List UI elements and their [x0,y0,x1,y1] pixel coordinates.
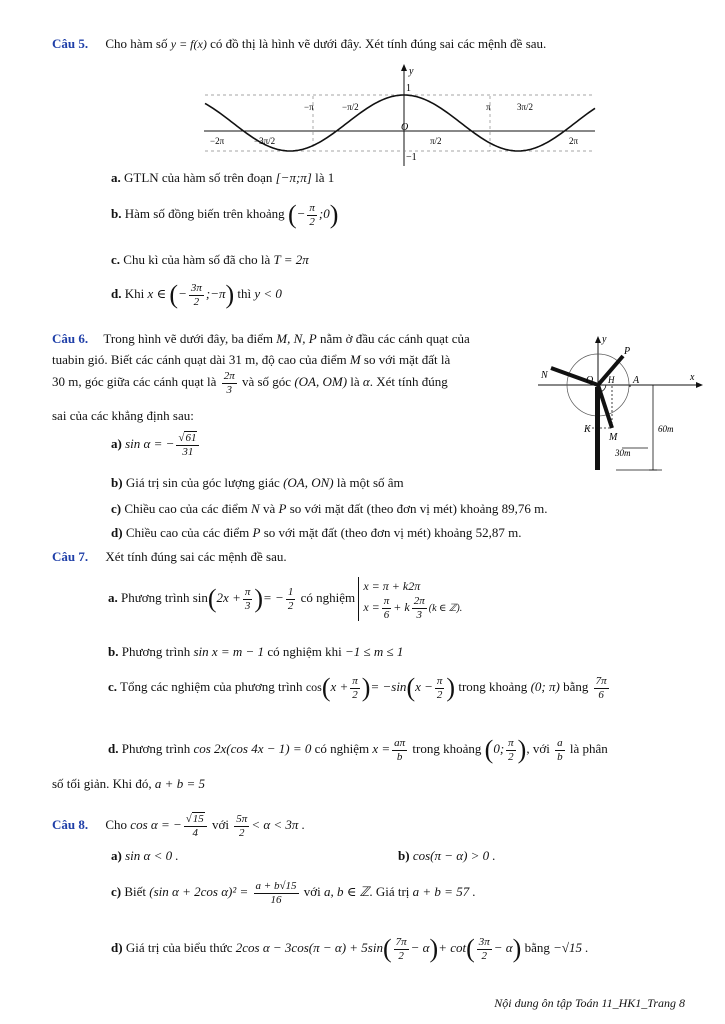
q5-statement-a [111,170,334,186]
q6-statement-b [111,475,404,491]
q8-intro: Cho [105,817,128,833]
q8-d-m2: − α [410,939,430,955]
q7-d-mid: có nghiệm [314,740,370,756]
q7-d-ab: $\frac{a}{b}$ [557,736,563,763]
q6-c-label: c) [111,501,122,516]
q7-d-text: Phương trình [121,740,191,756]
q5-b-frac: $\frac{\pi}{2}$ [309,201,315,228]
q6-label: Câu 6. [52,331,89,346]
q5-intro-rest: có đồ thị là hình vẽ dưới đây. Xét tính đúng sai các mệnh đề sau. [210,36,547,51]
q5-d-cond: y < 0 [254,285,282,301]
q6-y-arrow [595,336,601,343]
q8-statement-a [111,848,179,864]
q7-b-text: Phương trình [121,644,191,659]
q6-a-math: sin α = − [125,436,175,452]
q7-d-line2 [52,776,205,792]
q5-label-pi: π [486,102,491,112]
q7-statement-d: d. Phương trình cos 2x(cos 4x − 1) = 0 có nghiệm x = $\frac{a\pi}{b}$ trong khoảng (0; $\frac{\pi}{2}$ ), với $\frac{a}{b}$ là phân [108,735,608,764]
q8-label: Câu 8. [52,817,89,833]
q6-angle-frac: $\frac{2\pi}{3}$ [223,370,235,396]
q6-c-pt2: P [278,501,287,516]
q6-d-label: d) [111,525,123,540]
q5-statement-c [111,252,309,268]
q8-b-label: b) [398,848,410,863]
q5-a-interval: [−π;π] [275,170,312,185]
q5-b-text: Hàm số đồng biến trên khoảng [124,205,285,221]
q5-sine-graph [200,62,600,168]
q6-line3-a: 30 m, góc giữa các cánh quạt là [52,374,217,390]
q7-c-answer: $\frac{7\pi}{6}$ [595,674,607,701]
q7-b-label: b. [108,644,119,659]
q6-line1-text: Trong hình vẽ dưới đây, ba điểm [103,331,274,346]
q6-fig-k: K [584,424,591,435]
q7-a-text: Phương trình [121,590,190,606]
q5-label-pi-2: π/2 [430,136,442,146]
q6-blade-m [598,385,612,428]
q8-intro-frac: $\frac{√15}{4}$ [184,813,207,839]
q5-a-label: a. [111,170,121,185]
q6-tower [595,387,600,470]
q6-c-text: Chiều cao của các điểm [124,501,248,516]
q5-b-label: b. [111,205,122,221]
q7-a-frac-pi3: $\frac{\pi}{3}$ [244,586,251,612]
q6-fig-p: P [624,346,631,357]
q8-a-label: a) [111,848,122,863]
q8-d-text: Giá trị của biểu thức [125,939,233,955]
q7-d-mid3: , với [526,740,550,756]
q6-line3-c: là [350,374,360,390]
q7-a-mid: có nghiệm [300,590,356,606]
q5-d-end: thì [237,285,252,301]
q7-c-eq-mid: = −sin [370,678,407,694]
q6-line3-alpha: α [362,374,370,390]
q7-a-eq-pre: sin [192,590,208,606]
q8-intro-frac2: $\frac{5\pi}{2}$ [236,813,248,839]
q6-a-label: a) [111,436,122,452]
q6-d-pt: P [252,525,261,540]
question-5-heading [52,36,546,52]
q5-label-neg-pi: −π [304,102,314,112]
q6-turbine-figure [538,332,708,472]
q7-statement-b [108,644,403,660]
q8-c-text: Biết [124,884,147,900]
q8-c-eq: = [239,884,249,900]
q8-d-m4: − α [493,939,513,955]
q7-a-eq-arg: 2x + [216,590,241,606]
q5-label-neg-pi-2: −π/2 [342,102,359,112]
q6-line1 [52,331,470,347]
q6-line2-end: so với mặt đất là [363,352,451,367]
q6-fig-y: y [602,334,607,345]
q8-d-val: −√15 . [553,939,589,955]
q7-b-math: sin x = m − 1 [193,644,265,659]
q5-c-text: Chu kì của hàm số đã cho là [123,252,271,267]
q5-label-one: 1 [406,83,411,94]
q6-line2 [52,352,450,368]
q8-c-set: a, b ∈ ℤ [324,884,370,900]
q6-d-end: so với mặt đất (theo đơn vị mét) khoảng [263,525,473,540]
q5-intro: Cho hàm số [105,36,168,51]
q6-fig-60m: 60m [658,424,674,434]
q5-func: y = f(x) [170,37,207,51]
q7-d-end: là phân [569,740,608,756]
q6-c-val: 89,76 m. [501,501,548,516]
q7-heading [52,549,287,565]
q8-statement-d: d) Giá trị của biểu thức 2cos α − 3cos(π − α) + 5sin( $\frac{7\pi}{2}$ − α)+ cot( $\frac{3\pi}{2}$ − α) bằng −√15 . [111,934,589,963]
q5-label-neg-3pi-2: −3π/2 [254,136,276,146]
q8-statement-b [398,848,496,864]
q8-d-m3: + cot [438,939,467,955]
q7-c-eq1-arg: x + [330,678,349,694]
q6-a-frac: $\frac{√61}{31}$ [176,432,199,458]
q5-b-tail: ;0 [318,205,330,221]
q7-a-sol2: x = $\frac{\pi}{6}$ + k $\frac{2\pi}{3}$ (k ∈ ℤ). [363,595,463,621]
q5-d-text: Khi [124,285,145,301]
q6-b-end: là một số âm [336,475,404,490]
q7-statement-a: a. Phương trình sin(2x + $\frac{\pi}{3}$ )= − $\frac{1}{2}$ có nghiệm x = π + k2π x = $\frac{\pi}{6}$ + k $\frac{2\pi}{3}$ (k ∈ ℤ). [108,579,463,621]
q5-a-end: là 1 [315,170,335,185]
q6-fig-n: N [541,370,548,381]
q6-c-pt: N [251,501,260,516]
q7-c-mid: trong khoảng [458,678,528,694]
q6-line3 [52,370,448,396]
q8-c-label: c) [111,884,122,900]
q6-fig-o: O [586,375,594,386]
q8-b-math: cos(π − α) > 0 . [412,848,496,863]
q5-label-3pi-2: 3π/2 [517,102,534,112]
q6-fig-h: H [608,375,615,385]
q5-label-neg-2pi: −2π [210,136,225,146]
q7-d-mid2: trong khoảng [412,740,482,756]
q6-line3-d: . Xét tính đúng [369,374,448,390]
q6-points: M, N, P [276,331,317,346]
q6-d-text: Chiều cao của các điểm [125,525,250,540]
q5-label-origin: O [401,122,409,133]
q8-intro-tail: < α < 3π . [251,817,305,833]
q5-d-tail: ;−π [205,285,226,301]
q5-d-x: x ∈ [147,285,167,301]
q8-a-math: sin α < 0 . [125,848,179,863]
q6-b-label: b) [111,475,123,490]
q6-statement-d [111,525,522,541]
q6-line2-text: tuabin gió. Biết các cánh quạt dài 31 m, độ cao của điểm [52,352,347,367]
q6-fig-a: A [633,375,640,386]
q6-line2-m: M [349,352,361,367]
q8-c-val: a + b = 57 . [412,884,476,900]
q7-intro: Xét tính đúng sai các mệnh đề sau. [105,549,287,564]
q7-c-label: c. [108,678,118,694]
q8-c-with: với [303,884,321,900]
q8-d-label: d) [111,939,123,955]
q7-c-end: bằng [563,678,589,694]
q7-a-frac-12: $\frac{1}{2}$ [287,586,294,612]
q5-label-2pi: 2π [569,136,579,146]
q6-b-angle: (OA, ON) [283,475,334,490]
q7-statement-c: c. Tổng các nghiệm của phương trình cos(x + $\frac{\pi}{2}$ )= −sin(x − $\frac{\pi}{2}$ ) trong khoảng (0; π) bằng $\frac{7\pi}{6}$ [108,673,607,702]
q6-d-val: 52,87 m. [475,525,522,540]
q7-c-eq2-arg: x − [415,678,433,694]
q8-d-m1: 2cos α − 3cos(π − α) + 5sin [235,939,383,955]
q6-statement-c [111,501,548,517]
q7-d-line2-text: số tối giản. Khi đó, [52,776,152,791]
q7-a-eq-eq: = − [263,590,284,606]
q5-y-arrow [401,64,407,71]
q7-d-label: d. [108,740,119,756]
q6-fig-x: x [690,372,695,383]
q5-d-frac: $\frac{3\pi}{2}$ [190,281,202,308]
q6-c-text2: và [262,501,276,516]
q5-a-text: GTLN của hàm số trên đoạn [124,170,273,185]
q7-a-sol1: x = π + k2π [363,579,421,593]
q7-c-text: Tổng các nghiệm của phương trình [120,678,303,694]
q5-c-math: T = 2π [273,252,309,267]
q7-d-math: cos 2x(cos 4x − 1) = 0 [193,740,312,756]
q5-c-label: c. [111,252,121,267]
q6-b-text: Giá trị sin của góc lượng giác [125,475,280,490]
q8-intro-with: với [212,817,230,833]
q8-statement-c [111,880,476,906]
q6-fig-m: M [609,432,618,443]
q8-c-end: . Giá trị [369,884,410,900]
q7-d-int-pre: 0; [493,740,505,756]
q5-y-label: y [409,66,414,77]
q6-c-end: so với mặt đất (theo đơn vị mét) khoảng [289,501,499,516]
page-footer: Nội dung ôn tập Toán 11_HK1_Trang 8 [494,996,685,1010]
q7-c-eq1: cos [305,679,322,694]
q5-label: Câu 5. [52,36,89,51]
q7-b-cond: −1 ≤ m ≤ 1 [344,644,404,659]
q7-d-frac: $\frac{a\pi}{b}$ [394,736,406,763]
q7-b-mid: có nghiệm khi [267,644,342,659]
q6-fig-30m: 30m [615,448,631,458]
q8-heading [52,813,305,839]
q8-c-frac: $\frac{a + b√15}{16}$ [255,880,297,906]
q7-label: Câu 7. [52,549,89,564]
q6-line3-b: và số góc [241,374,292,390]
q7-a-solutions [358,577,462,621]
q7-c-interval: (0; π) [530,678,560,694]
q7-d-line2-math: a + b = 5 [154,776,205,791]
q8-d-end: bằng [524,939,550,955]
q6-x-arrow [696,382,703,388]
q8-c-math: (sin α + 2cos α)² [149,884,237,900]
q5-d-label: d. [111,285,122,301]
q7-a-label: a. [108,590,118,606]
q6-line3-angle: (OA, OM) [294,374,348,390]
q7-d-x: x = [372,740,391,756]
q5-statement-d: d. Khi x ∈ (− $\frac{3\pi}{2}$ ;−π) thì y < 0 [111,280,282,309]
q6-statement-a [111,432,201,458]
q5-label-neg-one: −1 [406,152,417,163]
q8-intro-math: cos α = − [130,817,182,833]
q5-statement-b: b. Hàm số đồng biến trên khoảng (− $\frac{\pi}{2}$ ;0) [111,200,339,229]
q6-line4: sai của các khẳng định sau: [52,408,194,423]
q6-line1-end: nằm ở đầu các cánh quạt của [320,331,470,346]
